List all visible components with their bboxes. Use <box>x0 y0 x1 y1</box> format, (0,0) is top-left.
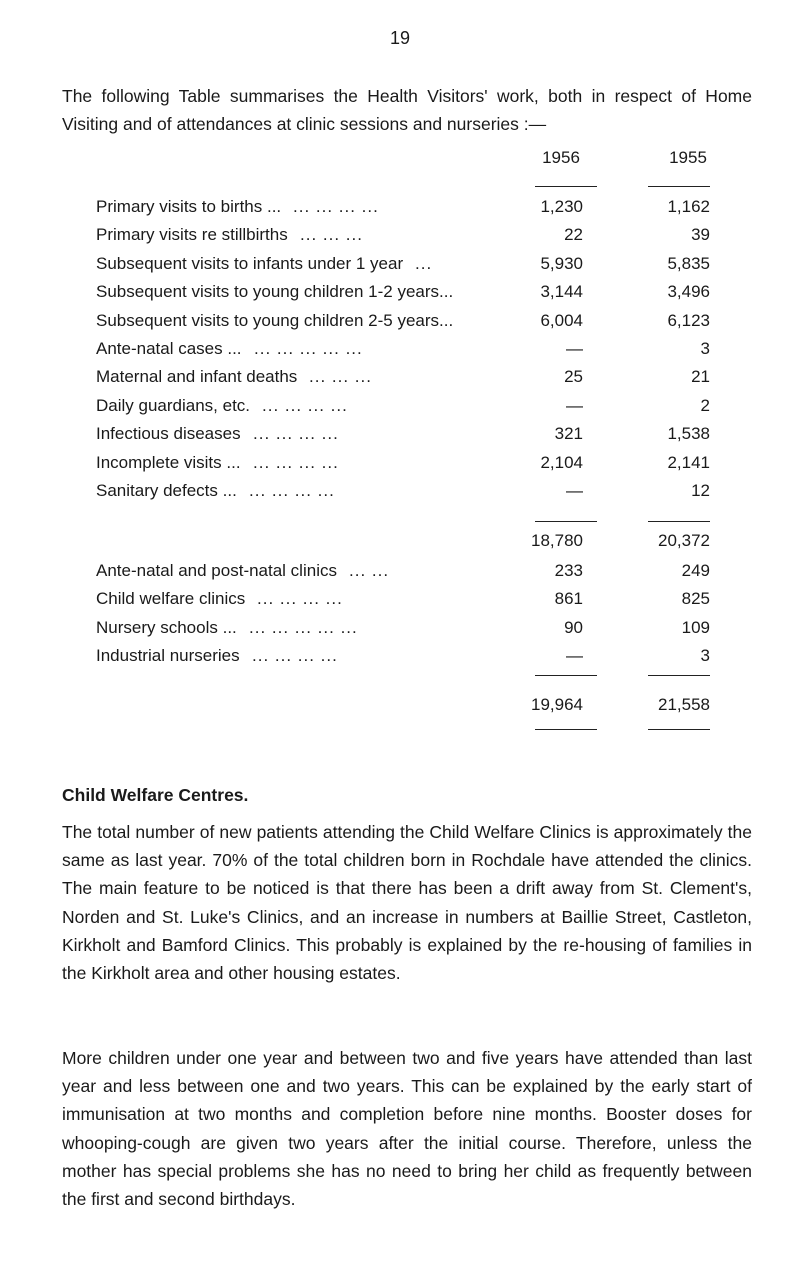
table-row <box>96 453 716 479</box>
row-leader: ... ... ... ... <box>249 481 335 500</box>
header-rule-1955 <box>648 186 710 187</box>
table-row <box>96 197 716 223</box>
row-label: Maternal and infant deaths <box>96 367 298 387</box>
row-label: Subsequent visits to infants under 1 year <box>96 253 404 273</box>
row-value-1956: 22 <box>564 225 583 245</box>
table-row <box>96 282 716 308</box>
table-row <box>96 646 716 672</box>
total-underline-1955 <box>648 729 710 730</box>
row-value-1955: 5,835 <box>667 253 710 273</box>
row-value-1956: 5,930 <box>540 253 583 273</box>
row-leader: ... <box>415 253 433 273</box>
row-value-1956: 861 <box>554 589 583 609</box>
page-number: 19 <box>389 28 411 48</box>
row-value-1956: — <box>566 646 583 666</box>
table-row <box>96 311 716 337</box>
total-rule-1955 <box>648 675 710 676</box>
grand-total-1956: 19,964 <box>531 695 583 714</box>
subtotal-rule-1955 <box>648 521 710 522</box>
column-header-1955: 1955 <box>669 148 707 167</box>
paragraph-1: The total number of new patients attending the Child Welfare Clinics is approximately the same as last year. 70% of the total children born in Rochdale have attended the clinics. The main feature to be noticed is that there has been a drift away from St. Clement's, Norden and St. Luke's Clinics, and an increase in numbers at Baillie Street, Castleton, Kirkholt and Bamford Clinics. This probably is explained by the re-housing of families in the Kirkholt area and other housing estates. <box>62 822 752 984</box>
row-value-1955: 6,123 <box>667 310 710 330</box>
row-value-1955: 1,162 <box>667 197 710 216</box>
section-heading: Child Welfare Centres. <box>62 785 249 805</box>
table-row <box>96 367 716 393</box>
row-value-1955: 825 <box>681 589 710 609</box>
row-label: Sanitary defects ... <box>96 481 237 500</box>
subtotal-1955: 20,372 <box>658 531 710 550</box>
table-row <box>96 618 716 644</box>
row-value-1955: 12 <box>691 481 710 500</box>
row-value-1955: 2,141 <box>667 452 710 472</box>
row-label: Industrial nurseries <box>96 646 240 666</box>
row-value-1956: 1,230 <box>540 197 583 216</box>
row-leader: ... ... ... ... <box>253 452 339 472</box>
row-value-1955: 249 <box>681 561 710 580</box>
table-row <box>96 254 716 280</box>
row-value-1955: 3 <box>700 646 710 666</box>
paragraph-2: More children under one year and between two and five years have attended than last year and less between one and two years. This can be explained by the early start of immunisation at two months and completion before nine months. Booster doses for whooping-cough are given two years after the initial course. Therefore, unless the mother has special problems she has no need to bring her child as frequently between the first and second birthdays. <box>62 1048 752 1210</box>
row-leader: ... ... ... ... <box>253 424 339 444</box>
row-value-1956: 2,104 <box>540 452 583 472</box>
header-rule-1956 <box>535 186 597 187</box>
row-label: Ante-natal and post-natal clinics <box>96 561 337 580</box>
row-value-1955: 109 <box>681 617 710 637</box>
table-row <box>96 424 716 450</box>
total-rule-1956 <box>535 675 597 676</box>
row-value-1956: 25 <box>564 367 583 387</box>
row-value-1955: 21 <box>691 367 710 387</box>
table-row <box>96 589 716 615</box>
row-value-1955: 1,538 <box>667 424 710 444</box>
subtotal-rule-1956 <box>535 521 597 522</box>
row-label: Primary visits to births ... <box>96 197 282 216</box>
row-leader: ... ... ... ... <box>257 589 343 609</box>
grand-total-1955: 21,558 <box>658 695 710 714</box>
row-label: Subsequent visits to young children 1-2 years... <box>96 282 454 302</box>
row-value-1955: 2 <box>700 395 710 415</box>
row-leader: ... ... ... ... <box>262 395 348 415</box>
table-row <box>96 396 716 422</box>
row-leader: ... ... <box>349 561 390 580</box>
column-header-1956: 1956 <box>542 148 580 167</box>
row-leader: ... ... ... ... <box>252 646 338 666</box>
row-value-1956: 233 <box>554 561 583 580</box>
total-underline-1956 <box>535 729 597 730</box>
row-label: Subsequent visits to young children 2-5 years... <box>96 310 454 330</box>
row-leader: ... ... ... ... ... <box>254 339 363 358</box>
row-label: Primary visits re stillbirths <box>96 225 288 245</box>
table-row <box>96 339 716 365</box>
row-value-1956: 6,004 <box>540 310 583 330</box>
table-row <box>96 561 716 587</box>
row-leader: ... ... ... ... ... <box>249 617 358 637</box>
row-label: Child welfare clinics <box>96 589 246 609</box>
row-value-1956: 90 <box>564 617 583 637</box>
row-value-1955: 3,496 <box>667 282 710 302</box>
row-leader: ... ... ... <box>300 225 363 245</box>
row-leader: ... ... ... <box>309 367 372 387</box>
row-value-1956: — <box>566 481 583 500</box>
row-label: Ante-natal cases ... <box>96 339 242 358</box>
row-value-1956: 3,144 <box>540 282 583 302</box>
row-value-1955: 3 <box>700 339 710 358</box>
row-label: Infectious diseases <box>96 424 241 444</box>
row-value-1956: 321 <box>554 424 583 444</box>
row-value-1956: — <box>566 395 583 415</box>
intro-paragraph: The following Table summarises the Health Visitors' work, both in respect of Home Visiting and of attendances at clinic sessions and nurseries :— <box>62 86 752 134</box>
row-value-1955: 39 <box>691 225 710 245</box>
table-row <box>96 481 716 507</box>
row-label: Incomplete visits ... <box>96 452 241 472</box>
row-label: Daily guardians, etc. <box>96 395 251 415</box>
row-value-1956: — <box>566 339 583 358</box>
table-row <box>96 225 716 251</box>
row-leader: ... ... ... ... <box>293 197 379 216</box>
subtotal-1956: 18,780 <box>531 531 583 550</box>
row-label: Nursery schools ... <box>96 617 237 637</box>
